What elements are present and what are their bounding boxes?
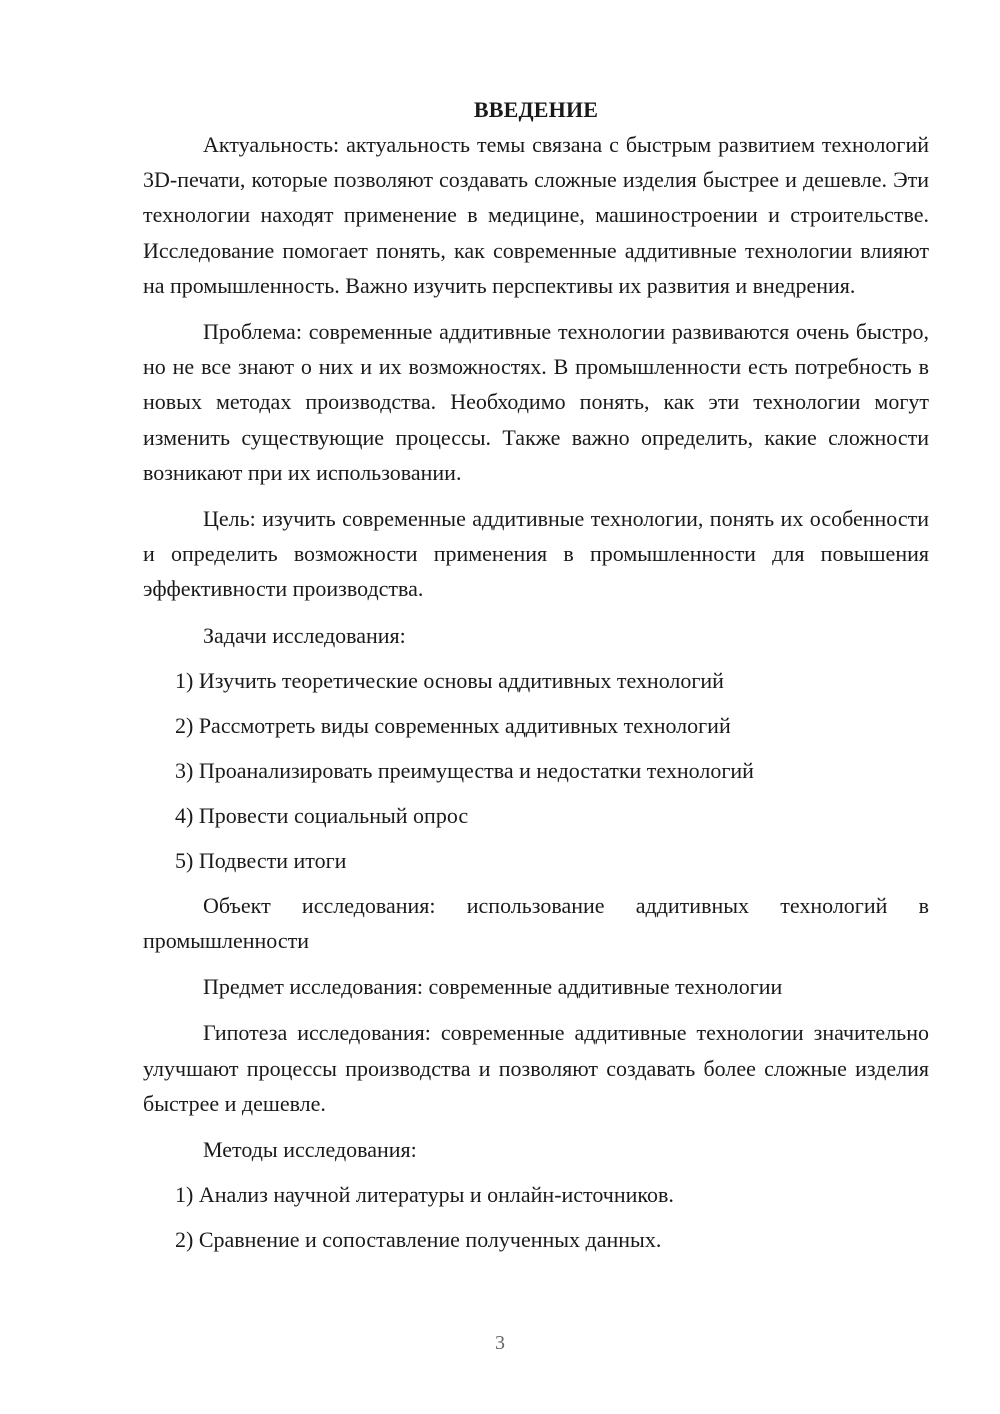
task-item: 2) Рассмотреть виды современных аддитивных технологий [175,712,731,738]
relevance-paragraph: Актуальность: актуальность темы связана с быстрым развитием технологий 3D-печати, которые позволяют создавать сложные изделия быстрее и дешевле. Эти технологии находят применение в медицине, машиностроении и строительстве. Исследование помогает понять, как современные аддитивные технологии влияют на промышленность. Важно изучить перспективы их развития и внедрения. [143,132,929,298]
task-item: 5) Подвести итоги [175,847,347,873]
tasks-heading: Задачи исследования: [203,622,406,648]
hypothesis-paragraph: Гипотеза исследования: современные аддитивные технологии значительно улучшают процессы производства и позволяют создавать более сложные изделия быстрее и дешевле. [143,1020,929,1116]
goal-paragraph: Цель: изучить современные аддитивные технологии, понять их особенности и определить возможности применения в промышленности для повышения эффективности производства. [143,506,929,602]
method-item: 1) Анализ научной литературы и онлайн-источников. [175,1182,674,1208]
task-item: 1) Изучить теоретические основы аддитивных технологий [175,667,724,693]
problem-paragraph: Проблема: современные аддитивные технологии развиваются очень быстро, но не все знают о них и их возможностях. В промышленности есть потребность в новых методах производства. Необходимо понять, как эти технологии могут изменить существующие процессы. Также важно определить, какие сложности возникают при их использовании. [143,319,929,485]
section-title: ВВЕДЕНИЕ [473,97,599,122]
object-paragraph: Объект исследования: использование аддитивных технологий в промышленности [143,892,929,954]
document-page [143,92,929,1257]
task-item: 4) Провести социальный опрос [175,802,469,828]
methods-heading: Методы исследования: [203,1137,417,1163]
task-item: 3) Проанализировать преимущества и недостатки технологий [175,757,754,783]
page-number: 3 [495,1332,505,1354]
method-item: 2) Сравнение и сопоставление полученных данных. [175,1227,662,1253]
subject-paragraph: Предмет исследования: современные аддитивные технологии [203,974,783,1000]
